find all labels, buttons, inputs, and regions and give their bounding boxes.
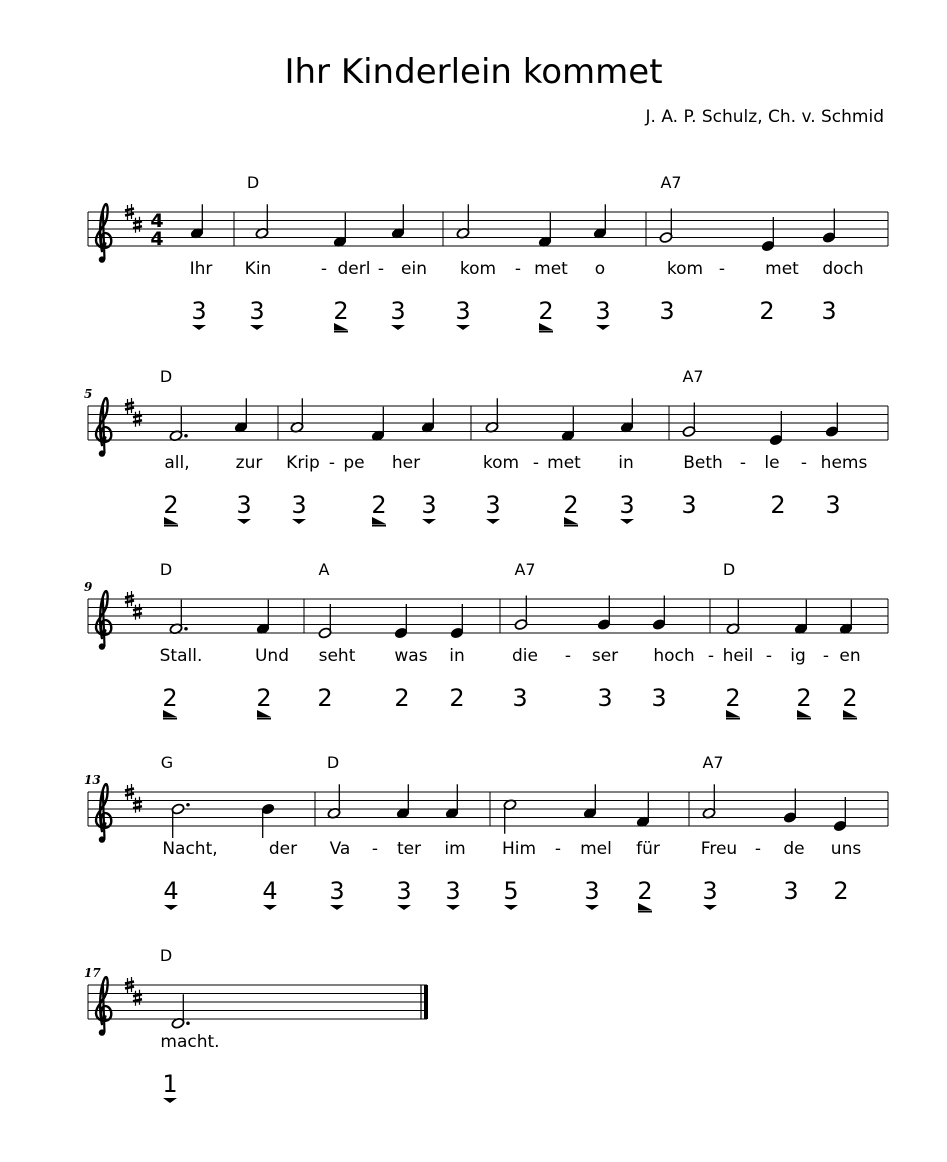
note — [456, 204, 470, 239]
lyric-syllable: ein — [401, 259, 427, 279]
hole-number: 2 — [317, 684, 333, 712]
blow-arrow-icon — [292, 519, 306, 524]
hole-number: 2 — [162, 684, 178, 712]
hole-number: 5 — [503, 877, 519, 905]
chord-symbol: A7 — [514, 560, 536, 579]
blow-arrow-icon — [330, 905, 344, 910]
lyric-syllable: o — [594, 259, 606, 279]
blow-arrow-icon — [250, 325, 264, 330]
hole-number: 2 — [333, 297, 349, 325]
hole-number: 3 — [619, 491, 635, 519]
note — [833, 797, 847, 832]
sharp-icon-bar — [133, 999, 142, 1001]
treble-clef-stem — [103, 983, 105, 1032]
lyric-syllable: - — [371, 839, 379, 859]
note — [702, 784, 716, 819]
music-system — [84, 367, 888, 526]
chord-symbol: D — [159, 367, 173, 386]
note — [636, 793, 650, 828]
measure-number: 13 — [84, 773, 101, 787]
lyric-syllable: - — [554, 839, 562, 859]
lyric-syllable: in — [618, 453, 634, 473]
lyric-syllable: zur — [235, 453, 263, 473]
sharp-icon-bar — [125, 403, 134, 405]
measure-number: 5 — [84, 387, 93, 401]
note — [450, 604, 464, 639]
note — [593, 204, 607, 239]
note — [190, 204, 204, 239]
lyric-syllable: met — [534, 259, 568, 279]
lyric-syllable: hems — [820, 453, 868, 473]
hole-number: 2 — [163, 491, 179, 519]
note — [538, 213, 552, 248]
note — [256, 600, 270, 635]
note — [726, 600, 740, 635]
hole-number: 4 — [262, 877, 278, 905]
note — [839, 600, 853, 635]
lyric-syllable: Him — [501, 839, 537, 859]
hole-number: 3 — [445, 877, 461, 905]
hole-number: 3 — [702, 877, 718, 905]
note — [371, 407, 385, 442]
lyric-syllable: - — [765, 646, 773, 666]
hole-number: 4 — [163, 877, 179, 905]
hole-number: 2 — [637, 877, 653, 905]
hole-number: 1 — [162, 1070, 178, 1098]
lyric-syllable: - — [328, 453, 336, 473]
lyric-syllable: le — [764, 453, 780, 473]
lyric-syllable: her — [391, 453, 421, 473]
lyric-syllable: - — [822, 646, 830, 666]
lyric-syllable: ter — [396, 839, 422, 859]
blow-arrow-icon — [397, 905, 411, 910]
chord-symbol: A7 — [660, 173, 682, 192]
lyric-syllable: Und — [254, 646, 290, 666]
lyric-syllable: - — [564, 646, 572, 666]
augmentation-dot — [184, 434, 188, 438]
lyric-syllable: all, — [164, 453, 190, 473]
lyric-syllable: - — [718, 259, 726, 279]
blow-arrow-icon — [391, 325, 405, 330]
lyric-syllable: - — [377, 259, 385, 279]
final-barline-thick — [424, 985, 428, 1019]
measure-number: 17 — [84, 966, 101, 980]
lyric-syllable: Ihr — [189, 259, 213, 279]
lyric-syllable: kom — [666, 259, 704, 279]
lyric-syllable: - — [800, 453, 808, 473]
chord-symbol: A7 — [682, 367, 704, 386]
chord-symbol: D — [159, 560, 173, 579]
note — [652, 596, 666, 631]
lyric-syllable: Va — [329, 839, 351, 859]
note — [620, 398, 634, 433]
chord-symbol: A — [318, 560, 330, 579]
lyric-syllable: - — [707, 646, 715, 666]
note — [597, 596, 611, 631]
lyric-syllable: was — [394, 646, 428, 666]
blow-arrow-icon — [504, 905, 518, 910]
note — [171, 803, 190, 838]
sharp-icon-bar — [133, 613, 142, 615]
augmentation-dot — [186, 1021, 190, 1025]
hole-number: 2 — [770, 491, 786, 519]
blow-arrow-icon — [486, 519, 500, 524]
time-signature-bottom: 4 — [150, 228, 164, 250]
hole-number: 3 — [291, 491, 307, 519]
lyric-syllable: kom — [482, 453, 520, 473]
lyric-syllable: - — [320, 259, 328, 279]
augmentation-dot — [186, 803, 190, 807]
note — [290, 398, 304, 433]
blow-arrow-icon — [585, 905, 599, 910]
sharp-icon-bar — [133, 420, 142, 422]
sharp-icon-bar — [133, 415, 142, 417]
treble-clef-tail — [99, 836, 105, 842]
note — [514, 596, 528, 631]
music-system — [84, 753, 888, 912]
sharp-icon-bar — [125, 408, 134, 410]
note — [394, 604, 408, 639]
blow-arrow-icon — [237, 519, 251, 524]
note — [396, 784, 410, 819]
blow-arrow-icon — [620, 519, 634, 524]
note — [391, 204, 405, 239]
hole-number: 2 — [759, 297, 775, 325]
music-system — [84, 560, 888, 719]
hole-number: 3 — [236, 491, 252, 519]
lyric-syllable: ser — [591, 646, 619, 666]
hole-number: 3 — [390, 297, 406, 325]
blow-arrow-icon — [163, 1098, 177, 1103]
note — [333, 213, 347, 248]
sharp-icon-bar — [133, 226, 142, 228]
hole-number: 2 — [256, 684, 272, 712]
sharp-icon-bar — [125, 789, 134, 791]
lyric-syllable: seht — [318, 646, 356, 666]
lyric-syllable: in — [449, 646, 465, 666]
note — [783, 789, 797, 824]
sharp-icon-bar — [125, 987, 134, 989]
lyric-syllable: heil — [722, 646, 754, 666]
hole-number: 2 — [394, 684, 410, 712]
lyric-syllable: Krip — [286, 453, 320, 473]
blow-arrow-icon — [192, 325, 206, 330]
hole-number: 3 — [825, 491, 841, 519]
hole-number: 3 — [681, 491, 697, 519]
note — [485, 398, 499, 433]
note — [318, 604, 332, 639]
hole-number: 3 — [396, 877, 412, 905]
lyric-syllable: Beth — [683, 453, 723, 473]
hole-number: 3 — [597, 684, 613, 712]
lyric-syllable: - — [532, 453, 540, 473]
augmentation-dot — [184, 627, 188, 631]
note — [761, 217, 775, 252]
hole-number: 3 — [249, 297, 265, 325]
hole-number: 2 — [842, 684, 858, 712]
lyric-syllable: die — [512, 646, 538, 666]
treble-clef-tail — [99, 256, 105, 262]
hole-number: 3 — [783, 877, 799, 905]
note — [659, 209, 673, 244]
note — [561, 407, 575, 442]
lyric-syllable: hoch — [653, 646, 695, 666]
time-signature-top: 4 — [150, 210, 164, 232]
hole-number: 3 — [595, 297, 611, 325]
lyric-syllable: de — [783, 839, 805, 859]
hole-number: 2 — [563, 491, 579, 519]
note — [503, 799, 517, 834]
blow-arrow-icon — [703, 905, 717, 910]
chord-symbol: D — [722, 560, 736, 579]
hole-number: 3 — [485, 491, 501, 519]
lyric-syllable: derl — [337, 259, 371, 279]
hole-number: 2 — [796, 684, 812, 712]
sharp-icon-bar — [133, 806, 142, 808]
hole-number: 2 — [449, 684, 465, 712]
lyric-syllable: mel — [580, 839, 612, 859]
note — [794, 600, 808, 635]
blow-arrow-icon — [263, 905, 277, 910]
hole-number: 3 — [659, 297, 675, 325]
note — [327, 784, 341, 819]
treble-clef-stem — [103, 790, 105, 839]
composer-credit: J. A. P. Schulz, Ch. v. Schmid — [645, 107, 884, 127]
blow-arrow-icon — [446, 905, 460, 910]
note — [822, 209, 836, 244]
hole-number: 2 — [538, 297, 554, 325]
measure-number: 9 — [84, 580, 93, 594]
music-system — [84, 946, 428, 1103]
lyric-syllable: met — [547, 453, 581, 473]
chord-symbol: D — [246, 173, 260, 192]
hole-number: 3 — [584, 877, 600, 905]
note — [825, 403, 839, 438]
treble-clef-stem — [103, 597, 105, 646]
lyric-syllable: ig — [790, 646, 806, 666]
treble-clef-stem — [103, 210, 105, 259]
note — [769, 411, 783, 446]
sharp-icon-bar — [125, 596, 134, 598]
chord-symbol: D — [326, 753, 340, 772]
sharp-icon-bar — [125, 209, 134, 211]
hole-number: 3 — [455, 297, 471, 325]
hole-number: 3 — [329, 877, 345, 905]
hole-number: 2 — [833, 877, 849, 905]
lyric-syllable: kom — [459, 259, 497, 279]
note — [171, 994, 190, 1029]
sharp-icon-bar — [125, 601, 134, 603]
hole-number: 3 — [651, 684, 667, 712]
note — [682, 403, 696, 438]
chord-symbol: G — [160, 753, 174, 772]
lyric-syllable: doch — [822, 259, 864, 279]
lyric-syllable: Kin — [244, 259, 272, 279]
music-system — [88, 173, 888, 332]
hole-number: 3 — [821, 297, 837, 325]
note — [169, 600, 188, 635]
chord-symbol: D — [159, 946, 173, 965]
note — [583, 784, 597, 819]
treble-clef-tail — [99, 1029, 105, 1035]
blow-arrow-icon — [456, 325, 470, 330]
lyric-syllable: - — [514, 259, 522, 279]
lyric-syllable: macht. — [160, 1032, 220, 1052]
sharp-icon-bar — [133, 994, 142, 996]
hole-number: 3 — [421, 491, 437, 519]
lyric-syllable: en — [839, 646, 861, 666]
note — [421, 398, 435, 433]
lyric-syllable: für — [636, 839, 660, 859]
treble-clef-tail — [99, 643, 105, 649]
lyric-syllable: - — [739, 453, 747, 473]
note — [234, 398, 248, 433]
lyric-syllable: Freu — [700, 839, 738, 859]
treble-clef-tail — [99, 450, 105, 456]
treble-clef-stem — [103, 404, 105, 453]
note — [261, 803, 275, 838]
note — [255, 204, 269, 239]
hole-number: 3 — [191, 297, 207, 325]
hole-number: 2 — [725, 684, 741, 712]
sharp-icon-bar — [125, 794, 134, 796]
sharp-icon-bar — [125, 982, 134, 984]
lyric-syllable: met — [765, 259, 799, 279]
blow-arrow-icon — [596, 325, 610, 330]
blow-arrow-icon — [164, 905, 178, 910]
blow-arrow-icon — [422, 519, 436, 524]
lyric-syllable: Nacht, — [162, 839, 218, 859]
song-title: Ihr Kinderlein kommet — [284, 52, 663, 92]
lyric-syllable: Stall. — [159, 646, 203, 666]
sharp-icon-bar — [133, 608, 142, 610]
lyric-syllable: - — [754, 839, 762, 859]
lyric-syllable: uns — [830, 839, 862, 859]
lyric-syllable: pe — [343, 453, 365, 473]
hole-number: 2 — [371, 491, 387, 519]
note — [445, 784, 459, 819]
chord-symbol: A7 — [702, 753, 724, 772]
hole-number: 3 — [512, 684, 528, 712]
sharp-icon-bar — [133, 221, 142, 223]
sharp-icon-bar — [125, 214, 134, 216]
sharp-icon-bar — [133, 801, 142, 803]
lyric-syllable: im — [444, 839, 466, 859]
lyric-syllable: der — [268, 839, 298, 859]
note — [169, 407, 188, 442]
